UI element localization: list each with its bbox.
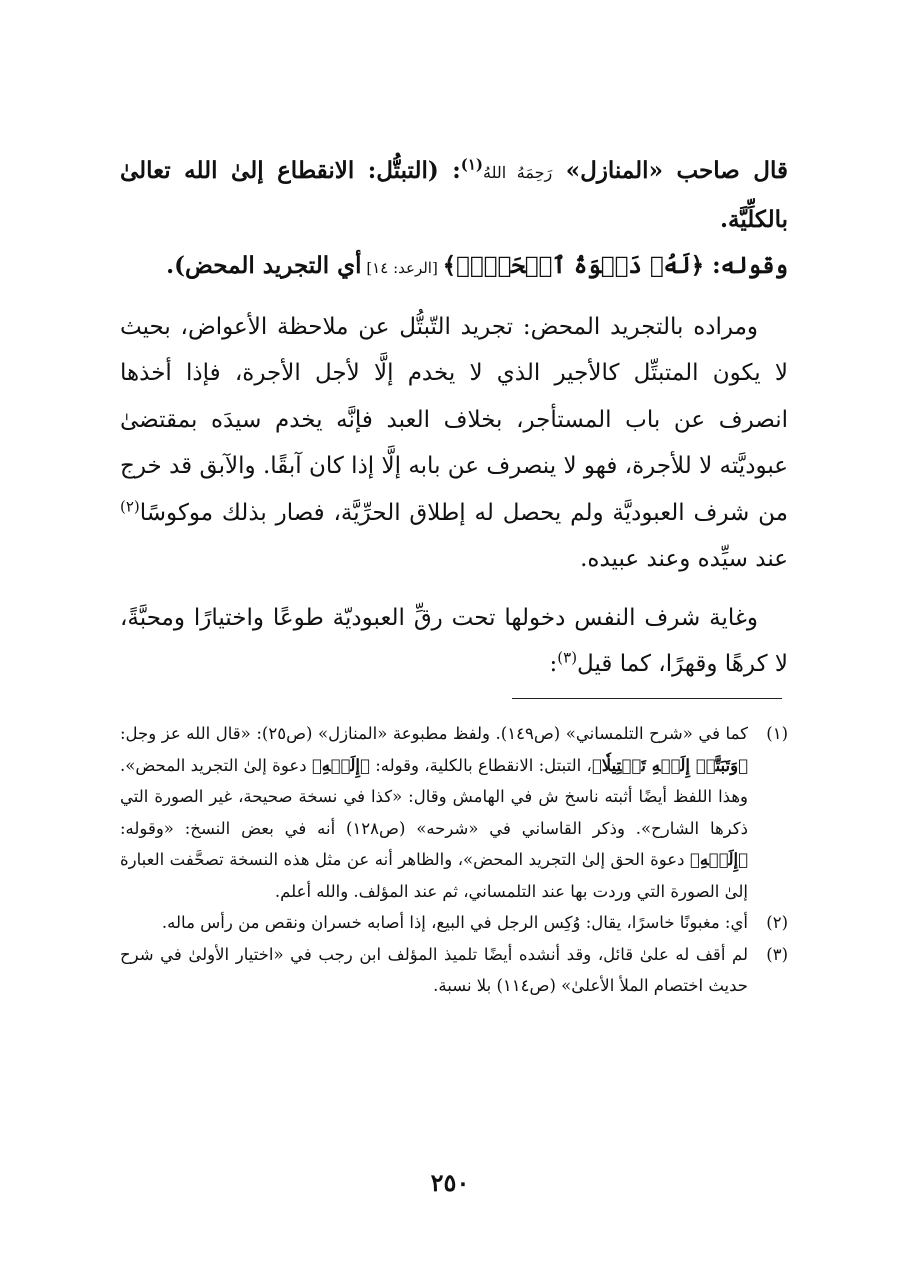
footnote-marker-1[interactable]: (١) <box>460 155 484 174</box>
footnote-3 <box>120 939 788 1002</box>
footnote-divider <box>512 698 782 699</box>
verse-explanation: أي التجريد المحض). <box>166 252 362 279</box>
footnote-text <box>120 718 748 907</box>
footnote-marker-2[interactable]: (٢) <box>120 496 140 515</box>
explanation-ending: عند سيِّده وعند عبيده. <box>580 546 788 572</box>
footnote-2 <box>120 907 788 939</box>
footnote-1 <box>120 718 788 907</box>
servitude-ending: : <box>549 651 558 677</box>
paragraph-servitude <box>120 595 788 688</box>
explanation-text: ومراده بالتجريد المحض: تجريد التّبتُّل عن ملاحظة الأعواض، بحيث لا يكون المتبتِّل كالأجير الذي لا يخدم إلَّا لأجل الأجرة، فإذا أخذها انصرف عن باب المستأجر، بخلاف العبد فإنَّه يخدم سيدَه بمقتضىٰ عبوديَّته لا للأجرة، فهو لا ينصرف عن بابه إلَّا إذا كان آبقًا. والآبق قد خرج من شرف العبوديَّة ولم يحصل له إطلاق الحرِّيَّة، فصار بذلك موكوسًا <box>120 313 788 526</box>
footnotes <box>120 718 788 1002</box>
honorific: رَحِمَهُ اللهُ <box>483 163 553 182</box>
quran-verse: ﴿وَتَبَتَّلۡ إِلَيۡهِ تَبۡتِيلٗا﴾ <box>591 755 748 775</box>
servitude-text: وغاية شرف النفس دخولها تحت رقِّ العبوديّة طوعًا واختيارًا ومحبَّةً، لا كرهًا وقهرًا، كما قيل <box>120 604 788 677</box>
definition-text: : (التبتُّل: الانقطاع إلىٰ الله تعالىٰ بالكلِّيَّة. <box>120 157 788 233</box>
quran-verse: ﴿إِلَيۡهِ﴾ <box>311 755 370 775</box>
quran-verse: ﴿إِلَيۡهِ﴾ <box>689 850 748 869</box>
quran-verse: ﴿لَهُۥ دَعۡوَةُ ٱلۡحَقِّۖ﴾ <box>442 252 705 279</box>
footnote-text-part: ، التبتل: الانقطاع بالكلية، وقوله: <box>369 755 592 775</box>
footnote-text-part: دعوة الحق إلىٰ التجريد المحض»، والظاهر أنه عن مثل هذه النسخة تصحَّفت العبارة إلىٰ الصورة التي وردت بها عند التلمساني، ثم عند المؤلف. والله أعلم. <box>120 850 748 901</box>
footnote-text: أي: مغبونًا خاسرًا، يقال: وُكِس الرجل في البيع، إذا أصابه خسران ونقص من رأس ماله. <box>161 913 748 932</box>
footnote-text-part: دعوة إلىٰ التجريد المحض». وهذا اللفظ أيضًا أثبته ناسخ ش في الهامش وقال: «كذا في نسخة صحيحة، غير الصورة التي ذكرها الشارح». وذكر القاساني في «شرحه» (ص١٢٨) أنه في بعض النسخ: «وقوله: <box>120 755 748 838</box>
footnote-number: (٢) <box>766 913 788 932</box>
paragraph-quote-intro <box>120 148 788 243</box>
page-number: ٢٥٠ <box>430 1168 470 1197</box>
footnote-text: لم أقف له علىٰ قائل، وقد أنشده أيضًا تلميذ المؤلف ابن رجب في «اختيار الأولىٰ في شرح حديث اختصام الملأ الأعلىٰ» (ص١١٤) بلا نسبة. <box>120 944 748 995</box>
main-text <box>120 148 788 688</box>
verse-reference: [الرعد: ١٤] <box>361 259 443 277</box>
paragraph-verse <box>120 243 788 292</box>
author-reference: قال صاحب «المنازل» <box>565 157 788 184</box>
verse-lead: وقوله: <box>704 252 788 279</box>
footnote-marker-3[interactable]: (٣) <box>557 648 578 667</box>
footnote-number: (١) <box>766 724 788 743</box>
footnote-text-part: كما في «شرح التلمساني» (ص١٤٩). ولفظ مطبوعة «المنازل» (ص٢٥): «قال الله عز وجل: <box>120 724 748 743</box>
paragraph-explanation <box>120 304 788 583</box>
footnote-number: (٣) <box>766 944 788 964</box>
